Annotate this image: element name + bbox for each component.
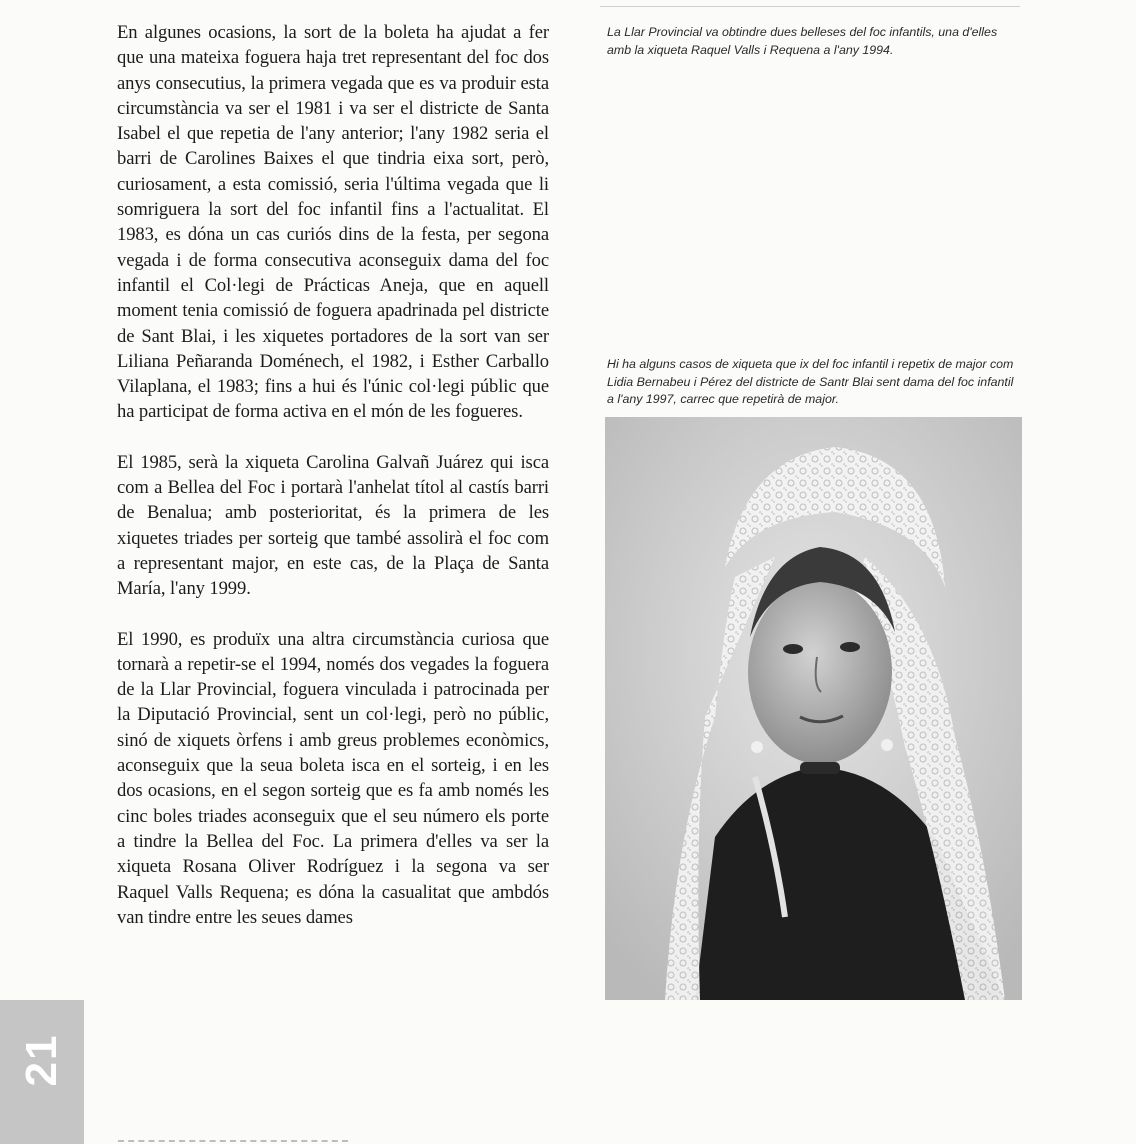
page-number: 21: [17, 1033, 66, 1087]
portrait-photo: [605, 417, 1022, 1000]
body-paragraph-2: El 1985, serà la xiqueta Carolina Galvañ Juárez qui isca com a Bellea del Foc i portarà l'anhelat títol al castís barri de Benalua; amb posterioritat, és la primera de les xiquetes triades per sorteig que també assolirà el foc com a representant major, en este cas, de la Plaça de Santa María, l'any 1999.: [117, 451, 549, 600]
photo-caption: Hi ha alguns casos de xiqueta que ix del foc infantil i repetix de major com Lidia Bernabeu i Pérez del districte de Santr Blai sent dama del foc infantil a l'any 1997, carrec que repetirà de major.: [607, 357, 1014, 406]
top-rule: [600, 6, 1020, 7]
body-paragraph-3: El 1990, es produïx una altra circumstància curiosa que tornarà a repetir-se el 1994, només dos vegades la foguera de la Llar Provincial, foguera vinculada i patrocinada per la Diputació Provincial, sent un col·legi, però no públic, sinó de xiquets òrfens i amb greus problemes econòmics, aconseguix que la seua boleta isca en el sorteig, i en les dos ocasions, en el segon sorteig que es fa amb només les cinc boles triades aconseguix que el seu número els porte a tindre la Bellea del Foc. La primera d'elles va ser la xiqueta Rosana Oliver Rodríguez i la segona va ser Raquel Valls Requena; es dóna la casualitat que ambdós van tindre entre les seues dames: [117, 628, 549, 928]
caption-top: La Llar Provincial va obtindre dues belleses del foc infantils, una d'elles amb la xiqueta Raquel Valls i Requena a l'any 1994.: [607, 25, 998, 57]
footer-dash-rule: [118, 1140, 348, 1142]
body-text-column: [117, 20, 549, 955]
body-paragraph-1: En algunes ocasions, la sort de la boleta ha ajudat a fer que una mateixa foguera haja tret representant del foc dos anys consecutius, la primera vegada que es va produir esta circumstància va ser el 1981 i va ser el districte de Santa Isabel el que repetia de l'any anterior; l'any 1982 seria el barri de Carolines Baixes el que tindria eixa sort, però, curiosament, a esta comissió, seria l'última vegada que li somriguera la sort del foc infantil fins a l'actualitat. El 1983, es dóna un cas curiós dins de la festa, per segona vegada i de forma consecutiva aconseguix dama del foc infantil el Col·legi de Prácticas Aneja, que en aquell moment tenia comissió de foguera apadrinada pel districte de Sant Blai, i les xiquetes portadores de la sort van ser Liliana Peñaranda Doménech, el 1982, i Esther Carballo Vilaplana, el 1983; fins a hui és l'únic col·legi públic que ha participat de forma activa en el món de les fogueres.: [117, 22, 549, 423]
